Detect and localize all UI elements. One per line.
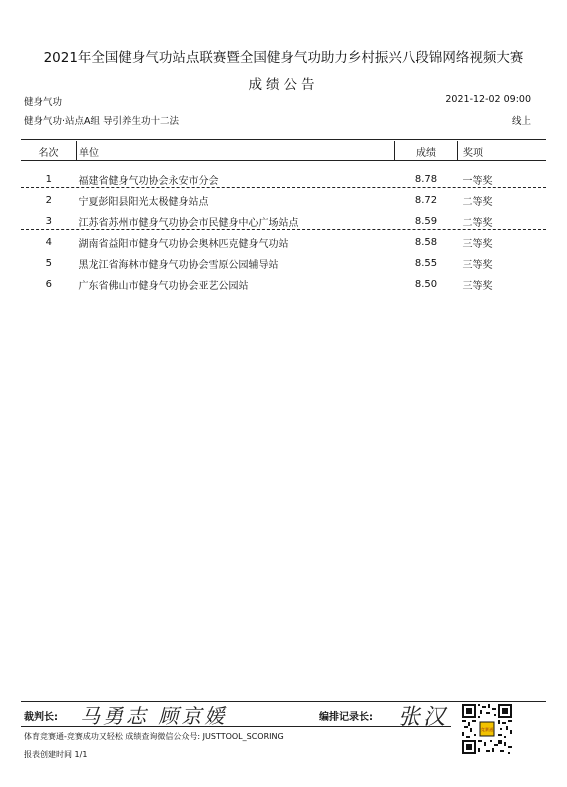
unit-cell: 福建省健身气功协会永安市分会 bbox=[78, 176, 219, 187]
competition-title: 2021年全国健身气功站点联赛暨全国健身气功助力乡村振兴八段锦网络视频大赛 bbox=[43, 50, 524, 66]
report-time-label: 报表创建时间 bbox=[24, 750, 72, 759]
award-divider-1 bbox=[21, 187, 546, 188]
score-cell: 8.78 bbox=[414, 174, 438, 185]
footer-note: 体育竞赛通-竞赛成功又轻松 成绩查询微信公众号: JUSTTOOL_SCORING bbox=[24, 732, 284, 741]
col-score-header: 成绩 bbox=[395, 141, 458, 161]
event-category: 健身气功 bbox=[24, 97, 63, 108]
event-mode: 线上 bbox=[511, 116, 531, 127]
score-cell: 8.59 bbox=[414, 216, 438, 227]
table-row bbox=[21, 274, 546, 295]
rank-cell: 1 bbox=[45, 174, 52, 185]
unit-cell: 广东省佛山市健身气功协会亚艺公园站 bbox=[78, 281, 249, 292]
table-top-rule bbox=[21, 139, 546, 140]
table-row bbox=[21, 190, 546, 211]
qr-code-icon bbox=[462, 704, 512, 754]
unit-cell: 湖南省益阳市健身气功协会奥林匹克健身气功站 bbox=[78, 239, 289, 250]
table-row bbox=[21, 232, 546, 253]
rank-cell: 2 bbox=[45, 195, 52, 206]
qr-badge-text: 竞赛通 bbox=[480, 727, 494, 733]
report-time bbox=[24, 749, 87, 760]
score-cell: 8.58 bbox=[414, 237, 438, 248]
table-header-row bbox=[21, 141, 546, 161]
table-row bbox=[21, 253, 546, 274]
col-award-header: 奖项 bbox=[458, 141, 547, 161]
announcement-title: 成绩公告 bbox=[248, 77, 319, 93]
award-cell: 三等奖 bbox=[462, 260, 493, 271]
award-cell: 三等奖 bbox=[462, 281, 493, 292]
award-cell: 二等奖 bbox=[462, 218, 493, 229]
award-cell: 三等奖 bbox=[462, 239, 493, 250]
event-group: 健身气功·站点A组 导引养生功十二法 bbox=[24, 116, 180, 127]
score-cell: 8.72 bbox=[414, 195, 438, 206]
rank-cell: 5 bbox=[45, 258, 52, 269]
unit-cell: 宁夏彭阳县阳光太极健身站点 bbox=[78, 197, 209, 208]
award-cell: 一等奖 bbox=[462, 176, 493, 187]
col-unit-header: 单位 bbox=[77, 141, 395, 161]
score-cell: 8.50 bbox=[414, 279, 438, 290]
award-divider-2 bbox=[21, 229, 546, 230]
signature-rule bbox=[21, 726, 451, 727]
rank-cell: 3 bbox=[45, 216, 52, 227]
score-cell: 8.55 bbox=[414, 258, 438, 269]
award-cell: 二等奖 bbox=[462, 197, 493, 208]
referee-signature: 马勇志 顾京媛 bbox=[80, 704, 228, 728]
event-datetime: 2021-12-02 09:00 bbox=[445, 94, 531, 105]
rank-cell: 4 bbox=[45, 237, 52, 248]
unit-cell: 黑龙江省海林市健身气功协会雪原公园辅导站 bbox=[78, 260, 279, 271]
unit-cell: 江苏省苏州市健身气功协会市民健身中心广场站点 bbox=[78, 218, 299, 229]
rank-cell: 6 bbox=[45, 279, 52, 290]
recorder-signature: 张汉 bbox=[398, 705, 449, 730]
referee-label: 裁判长: bbox=[24, 712, 58, 723]
recorder-label: 编排记录长: bbox=[319, 712, 373, 723]
page-number: 1/1 bbox=[74, 750, 88, 759]
col-rank-header: 名次 bbox=[38, 147, 59, 159]
results-table bbox=[21, 141, 546, 295]
